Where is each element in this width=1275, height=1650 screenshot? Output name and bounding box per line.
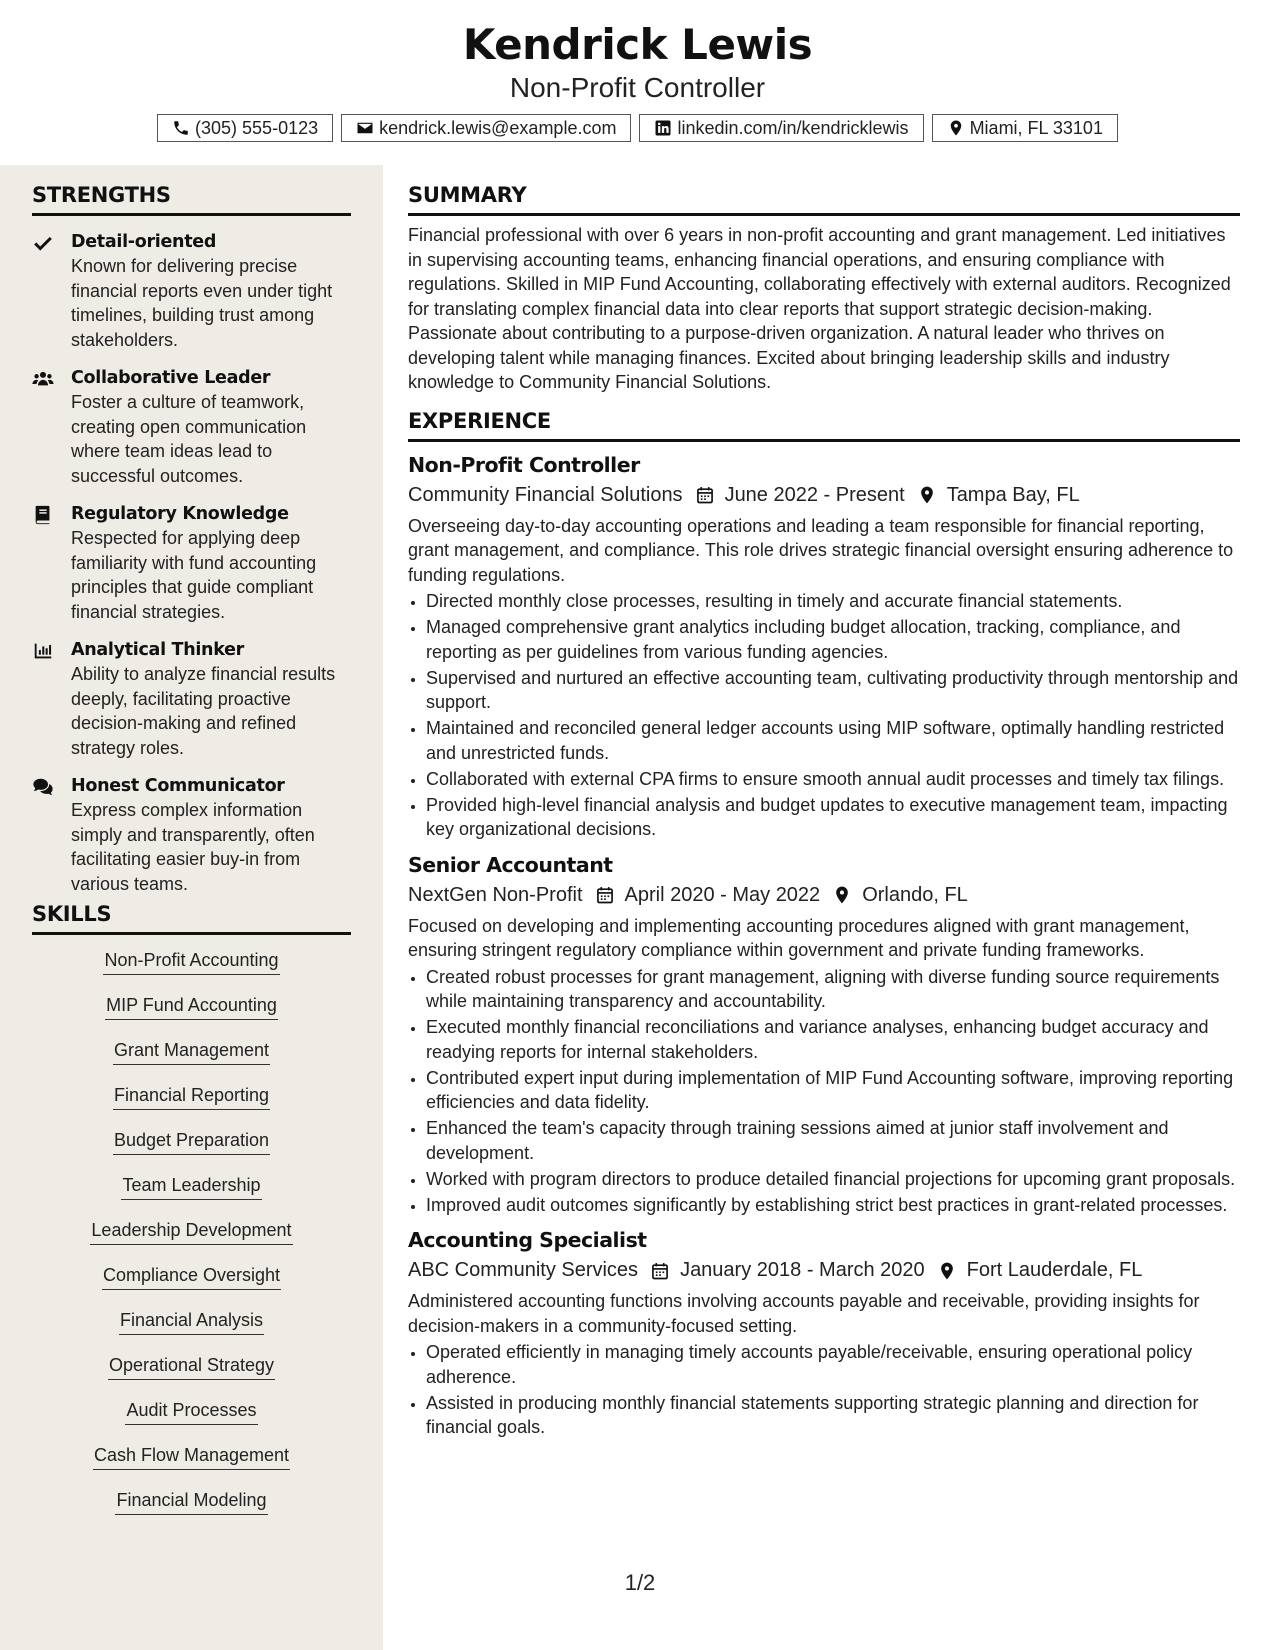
skill-item (32, 1489, 351, 1534)
contact-bar (0, 114, 1275, 142)
bullet-item: • Provided high-level financial analysis and budget updates to executive management team, impacting key organizational decisions. (426, 793, 1240, 842)
job-bullets (408, 589, 1240, 842)
job-bullets (408, 1340, 1240, 1440)
bullet-item: • Maintained and reconciled general ledger accounts using MIP software, optimally handling restricted and unrestricted funds. (426, 716, 1240, 765)
sidebar (0, 165, 383, 1650)
strengths-section (32, 183, 351, 896)
bullet-item: • Worked with program directors to produce detailed financial projections for upcoming grant proposals. (426, 1167, 1240, 1192)
strength-desc: Ability to analyze financial results deeply, facilitating proactive decision-making and refined strategy roles. (71, 664, 336, 758)
skill-item (32, 1129, 351, 1174)
strength-title: Detail-oriented (71, 232, 217, 252)
skills-list (32, 949, 351, 1534)
job-location: Fort Lauderdale, FL (966, 1259, 1143, 1281)
skill-label: Team Leadership (121, 1174, 261, 1200)
summary-section (408, 183, 1240, 395)
strength-desc: Known for delivering precise financial reports even under tight timelines, building trust among stakeholders. (71, 256, 333, 350)
job-location: Orlando, FL (862, 883, 968, 906)
strength-title: Collaborative Leader (71, 368, 271, 388)
job-title: Accounting Specialist (408, 1228, 647, 1252)
skill-item (32, 1399, 351, 1444)
skill-item (32, 1219, 351, 1264)
map-pin-icon (917, 485, 937, 505)
bullet-item: • Enhanced the team's capacity through training sessions aimed at junior staff involvement and development. (426, 1116, 1240, 1165)
skill-item (32, 1444, 351, 1489)
skill-label: Audit Processes (125, 1399, 257, 1425)
job-description: Focused on developing and implementing accounting procedures aligned with grant management, ensuring stringent regulatory compliance within government and private funding frameworks. (408, 915, 1190, 960)
strength-item (32, 774, 351, 896)
map-pin-icon (947, 119, 965, 137)
linkedin-icon (654, 119, 672, 137)
contact-email-text: kendrick.lewis@example.com (379, 118, 617, 138)
job-company: Community Financial Solutions (408, 483, 683, 506)
skill-label: Operational Strategy (108, 1354, 275, 1380)
skill-item (32, 1084, 351, 1129)
contact-linkedin[interactable] (639, 114, 923, 142)
skill-label: Budget Preparation (113, 1129, 270, 1155)
checkmark-icon (32, 232, 54, 254)
bullet-item: • Managed comprehensive grant analytics including budget allocation, tracking, compliance, and reporting as per guidelines from various funding agencies. (426, 615, 1240, 664)
skills-section (32, 902, 351, 1534)
skill-item (32, 1309, 351, 1354)
skill-item (32, 949, 351, 994)
strength-item (32, 502, 351, 624)
calendar-icon (695, 485, 715, 505)
skill-item (32, 1264, 351, 1309)
job-description: Overseeing day-to-day accounting operations and leading a team responsible for financial reporting, grant management, and compliance. This role drives strategic financial oversight ensuring adherence to funding regulations. (408, 515, 1234, 585)
strengths-heading: STRENGTHS (32, 183, 351, 216)
calendar-icon (595, 885, 615, 905)
map-pin-icon (832, 885, 852, 905)
job-company: NextGen Non-Profit (408, 883, 583, 906)
skill-item (32, 1039, 351, 1084)
page-number: 1/2 (624, 1570, 656, 1595)
bullet-item: • Collaborated with external CPA firms to ensure smooth annual audit processes and timely tax filings. (426, 767, 1240, 792)
skills-heading: SKILLS (32, 902, 351, 935)
skill-item (32, 1174, 351, 1219)
job-entry (408, 850, 1240, 1218)
strength-item (32, 366, 351, 488)
main-column (408, 165, 1240, 1441)
skill-label: MIP Fund Accounting (105, 994, 278, 1020)
strength-desc: Express complex information simply and transparently, often facilitating easier buy-in from various teams. (71, 800, 315, 894)
map-pin-icon (937, 1261, 957, 1281)
skill-label: Financial Analysis (119, 1309, 264, 1335)
strength-item (32, 230, 351, 352)
bullet-item: • Improved audit outcomes significantly by establishing strict best practices in grant-related processes. (426, 1193, 1240, 1218)
strength-desc: Foster a culture of teamwork, creating open communication where team ideas lead to successful outcomes. (71, 392, 307, 486)
candidate-name: Kendrick Lewis (462, 20, 813, 69)
experience-heading: EXPERIENCE (408, 409, 1240, 442)
contact-phone[interactable] (157, 114, 333, 142)
strength-title: Honest Communicator (71, 776, 285, 796)
comments-icon (32, 776, 54, 798)
skill-label: Leadership Development (90, 1219, 292, 1245)
job-meta (408, 1255, 1240, 1286)
skill-label: Compliance Oversight (102, 1264, 281, 1290)
job-company: ABC Community Services (408, 1259, 639, 1281)
bullet-item: • Created robust processes for grant management, aligning with diverse funding source requirements while maintaining transparency and accountability. (426, 965, 1240, 1014)
job-location: Tampa Bay, FL (946, 483, 1080, 506)
phone-icon (172, 119, 190, 137)
job-dates: June 2022 - Present (724, 483, 905, 506)
bar-chart-icon (32, 640, 54, 662)
contact-linkedin-text: linkedin.com/in/kendricklewis (677, 118, 909, 138)
job-entry (408, 1225, 1240, 1440)
experience-section (408, 409, 1240, 1440)
summary-heading: SUMMARY (408, 183, 1240, 216)
strength-title: Regulatory Knowledge (71, 504, 289, 524)
skill-label: Grant Management (113, 1039, 270, 1065)
bullet-item: • Directed monthly close processes, resulting in timely and accurate financial statements. (426, 589, 1240, 614)
job-bullets (408, 965, 1240, 1218)
skill-label: Non-Profit Accounting (103, 949, 279, 975)
job-title: Non-Profit Controller (408, 452, 640, 477)
skill-item (32, 1354, 351, 1399)
summary-text: Financial professional with over 6 years in non-profit accounting and grant management. Led initiatives in supervising accounting teams, enhancing financial operations, and ensuring compliance with regulations. Skilled in MIP Fund Accounting, collaborating effectively with external auditors. Recognized for translating complex financial data into clear reports that support strategic decision-making. Passionate about contributing to a purpose-driven organization. A natural leader who thrives on developing talent while managing finances. Excited about bringing leadership skills and industry knowledge to Community Financial Solutions. (408, 225, 1231, 392)
strength-item (32, 638, 351, 760)
skill-label: Financial Modeling (115, 1489, 267, 1515)
contact-location (932, 114, 1118, 142)
bullet-item: • Contributed expert input during implementation of MIP Fund Accounting software, improving reporting efficiencies and data fidelity. (426, 1066, 1240, 1115)
skill-label: Financial Reporting (113, 1084, 270, 1110)
strength-title: Analytical Thinker (71, 640, 244, 660)
skill-item (32, 994, 351, 1039)
calendar-icon (650, 1261, 670, 1281)
skill-label: Cash Flow Management (93, 1444, 290, 1470)
bullet-item: • Executed monthly financial reconciliations and variance analyses, enhancing budget accuracy and readying reports for internal stakeholders. (426, 1015, 1240, 1064)
bullet-item: • Assisted in producing monthly financial statements supporting strategic planning and direction for financial goals. (426, 1391, 1240, 1440)
book-icon (32, 504, 54, 526)
job-dates: April 2020 - May 2022 (624, 883, 821, 906)
bullet-item: • Operated efficiently in managing timely accounts payable/receivable, ensuring operational policy adherence. (426, 1340, 1240, 1389)
users-icon (32, 368, 54, 390)
job-meta (408, 880, 1240, 911)
strength-desc: Respected for applying deep familiarity with fund accounting principles that guide compliant financial strategies. (71, 528, 317, 622)
envelope-icon (356, 119, 374, 137)
resume-header (0, 0, 1275, 165)
contact-phone-text: (305) 555-0123 (195, 118, 319, 138)
job-title: Senior Accountant (408, 852, 613, 877)
job-meta (408, 480, 1240, 511)
job-dates: January 2018 - March 2020 (680, 1259, 925, 1281)
contact-email[interactable] (341, 114, 631, 142)
job-entry (408, 450, 1240, 842)
job-description: Administered accounting functions involving accounts payable and receivable, providing insights for decision-makers in a community-focused setting. (408, 1291, 1200, 1336)
contact-location-text: Miami, FL 33101 (969, 118, 1103, 138)
candidate-title: Non-Profit Controller (509, 72, 766, 103)
bullet-item: • Supervised and nurtured an effective accounting team, cultivating productivity through mentorship and support. (426, 666, 1240, 715)
